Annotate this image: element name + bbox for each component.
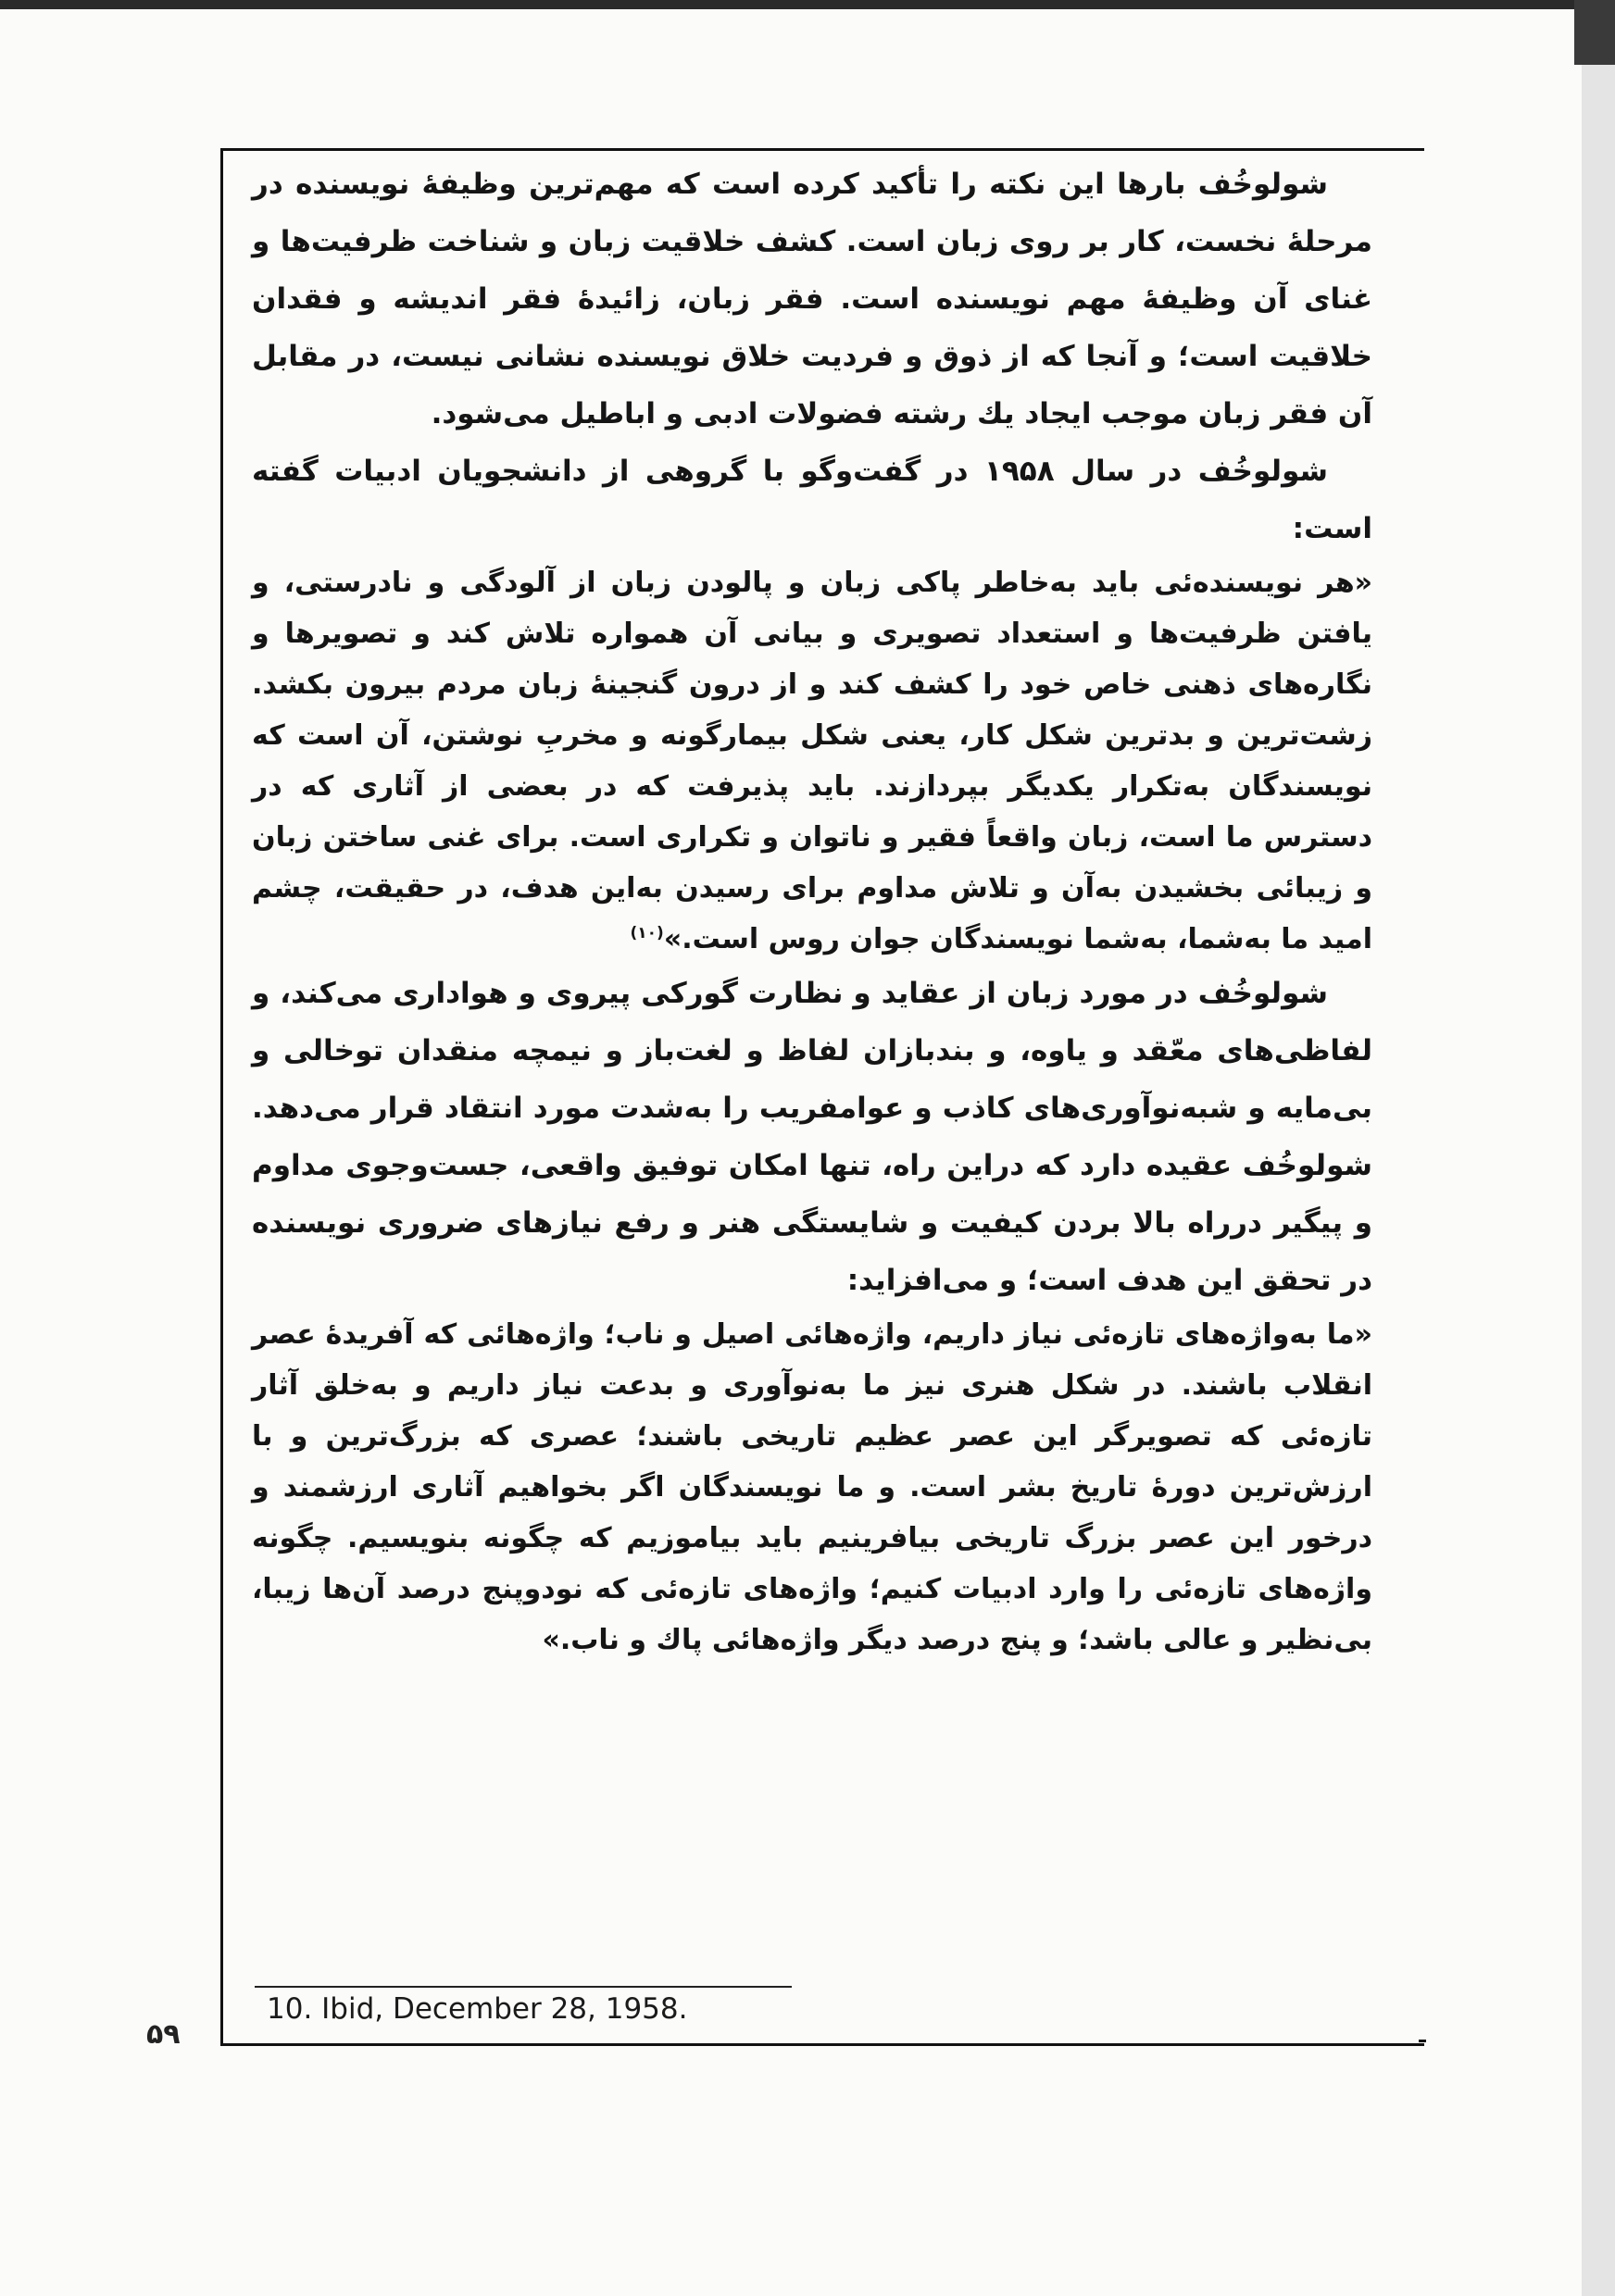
paragraph-3: شولوخُف در مورد زبان از عقاید و نظارت گورکی پیروی و هواداری می‌کند، و لفاظی‌های معّقد و یاوه، و بندبازان لفاظ و لغت‌باز و نیمچه منقدان توخالی و بی‌مایه و شبه‌نوآوری‌های کاذب و عوامفریب را به‌شدت مورد انتقاد قرار می‌دهد. شولوخُف عقیده دارد که دراین راه، تنها امکان توفیق واقعی، جست‌وجوی مداوم و پیگیر درراه بالا بردن کیفیت و شایستگی هنر و رفع نیازهای ضروری نویسنده در تحقق این هدف است؛ و می‌افزاید: [252,977,1372,1297]
scan-corner-mark [1574,0,1615,65]
footnote-rule [255,1986,792,1988]
body-text [252,156,1372,1666]
paragraph-1: شولوخُف بارها این نکته را تأکید کرده است که مهم‌ترین وظیفهٔ نویسنده در مرحلهٔ نخست، کار بر روی زبان است. کشف خلاقیت زبان و شناخت ظرفیت‌ها و غنای آن وظیفهٔ مهم نویسنده است. فقر زبان، زائیدهٔ فقر اندیشه و فقدان خلاقیت است؛ و آنجا که از ذوق و فردیت خلاق نویسنده نشانی نیست، در مقابل آن فقر زبان موجب ایجاد یك رشته فضولات ادبی و اباطیل می‌شود. [252,168,1372,430]
paragraph-2: شولوخُف در سال ۱۹۵۸ در گفت‌وگو با گروهی از دانشجویان ادبیات گفته است: [252,455,1372,545]
quote-2: «ما به‌واژه‌های تازه‌ئی نیاز داریم، واژه‌هائی اصیل و ناب؛ واژه‌هائی که آفریدهٔ عصر انقلاب باشند. در شکل هنری نیز ما به‌نوآوری و بدعت نیاز داریم و به‌خلق آثار تازه‌ئی که تصویرگر این عصر عظیم تاریخی باشند؛ عصری که بزرگ‌ترین و با ارزش‌ترین دورهٔ تاریخ بشر است. و ما نویسندگان اگر بخواهیم آثاری ارزشمند و درخور این عصر بزرگ تاریخی بیافرینیم باید بیاموزیم که چگونه بنویسیم. چگونه واژه‌های تازه‌ئی را وارد ادبیات کنیم؛ واژه‌های تازه‌ئی که نودوپنج درصد آن‌ها زیبا، بی‌نظیر و عالی باشد؛ و پنج درصد دیگر واژه‌هائی پاك و ناب.» [252,1318,1372,1656]
footnote-reference: (۱۰) [630,924,664,942]
footnote: 10. Ibid, December 28, 1958. [267,1992,688,2026]
frame-tick [1419,2040,1426,2042]
quote-1-text: «هر نویسنده‌ئی باید به‌خاطر پاکی زبان و پالودن زبان از آلودگی و نادرستی، و یافتن ظرفیت‌ها و استعداد تصویری و بیانی آن همواره تلاش کند و تصویرها و نگاره‌های ذهنی خاص خود را کشف کند و از درون گنجینهٔ زبان مردم بیرون بکشد. زشت‌ترین و بدترین شکل کار، یعنی شکل بیمارگونه و مخربِ نوشتن، آن است که نویسندگان به‌تکرار یکدیگر بپردازند. باید پذیرفت که در بعضی از آثاری که در دسترس ما است، زبان واقعاً فقیر و ناتوان و تکراری است. برای غنی ساختن زبان و زیبائی بخشیدن به‌آن و تلاش مداوم برای رسیدن به‌این هدف، در حقیقت، چشم امید ما به‌شما، به‌شما نویسندگان جوان روس است.» [252,567,1372,955]
quote-1 [252,557,1372,965]
page-number: ۵۹ [146,2018,181,2051]
